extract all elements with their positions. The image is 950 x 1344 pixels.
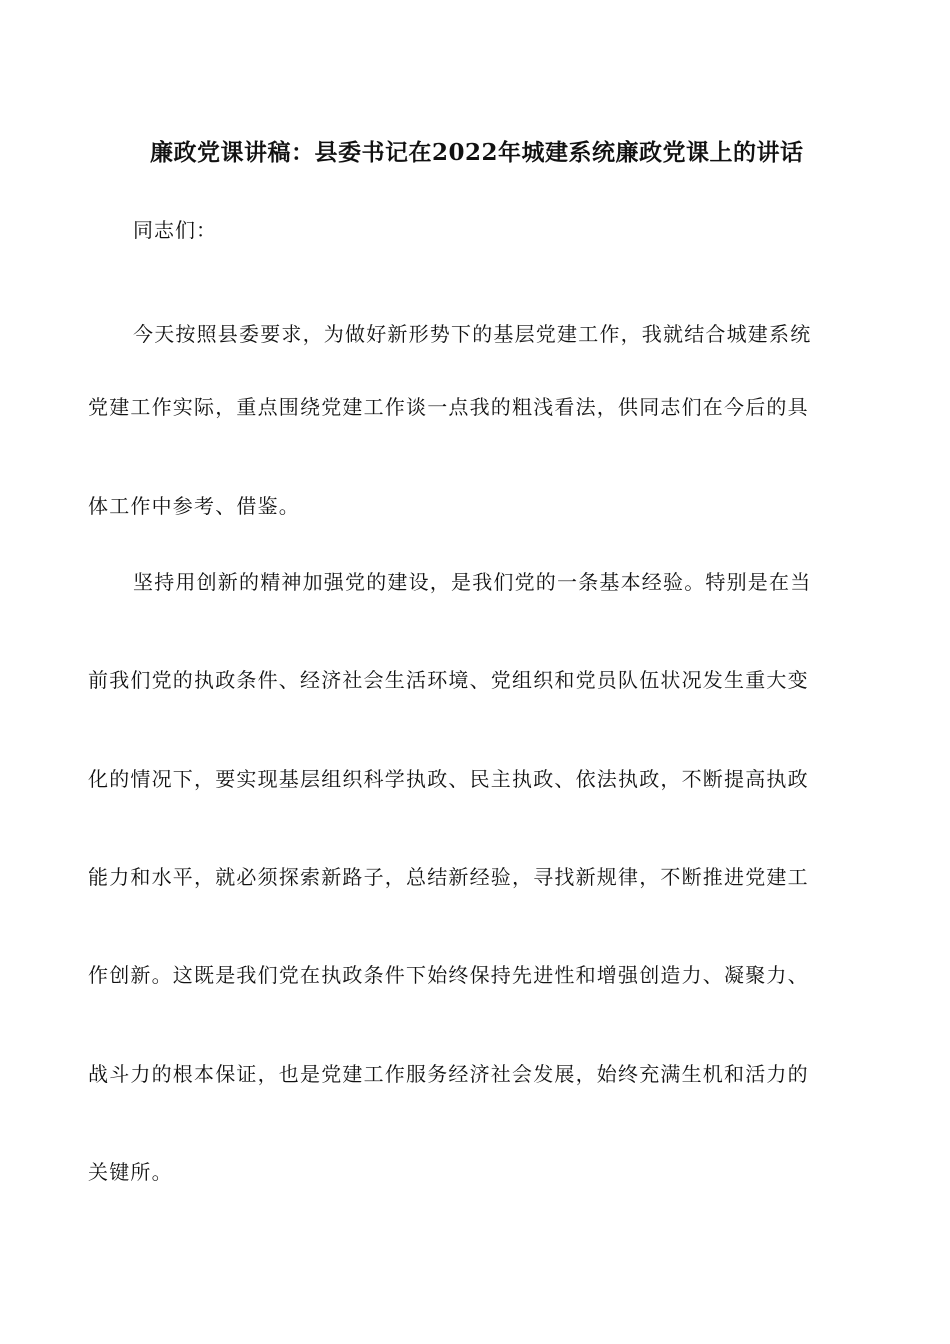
paragraph-line: 作创新。这既是我们党在执政条件下始终保持先进性和增强创造力、凝聚力、: [88, 963, 809, 987]
document-title: 廉政党课讲稿：县委书记在2022年城建系统廉政党课上的讲话: [150, 139, 804, 166]
paragraph-line: 化的情况下，要实现基层组织科学执政、民主执政、依法执政，不断提高执政: [88, 767, 809, 791]
paragraph-line: 体工作中参考、借鉴。: [88, 494, 300, 518]
paragraph-line: 今天按照县委要求，为做好新形势下的基层党建工作，我就结合城建系统: [133, 322, 812, 346]
paragraph-line: 坚持用创新的精神加强党的建设，是我们党的一条基本经验。特别是在当: [133, 570, 812, 594]
salutation: 同志们：: [133, 218, 217, 242]
paragraph-line: 战斗力的根本保证，也是党建工作服务经济社会发展，始终充满生机和活力的: [88, 1062, 809, 1086]
paragraph-line: 党建工作实际，重点围绕党建工作谈一点我的粗浅看法，供同志们在今后的具: [88, 395, 809, 419]
paragraph-line: 前我们党的执政条件、经济社会生活环境、党组织和党员队伍状况发生重大变: [88, 668, 809, 692]
paragraph-line: 能力和水平，就必须探索新路子，总结新经验，寻找新规律，不断推进党建工: [88, 865, 809, 889]
paragraph-line: 关键所。: [88, 1160, 173, 1184]
